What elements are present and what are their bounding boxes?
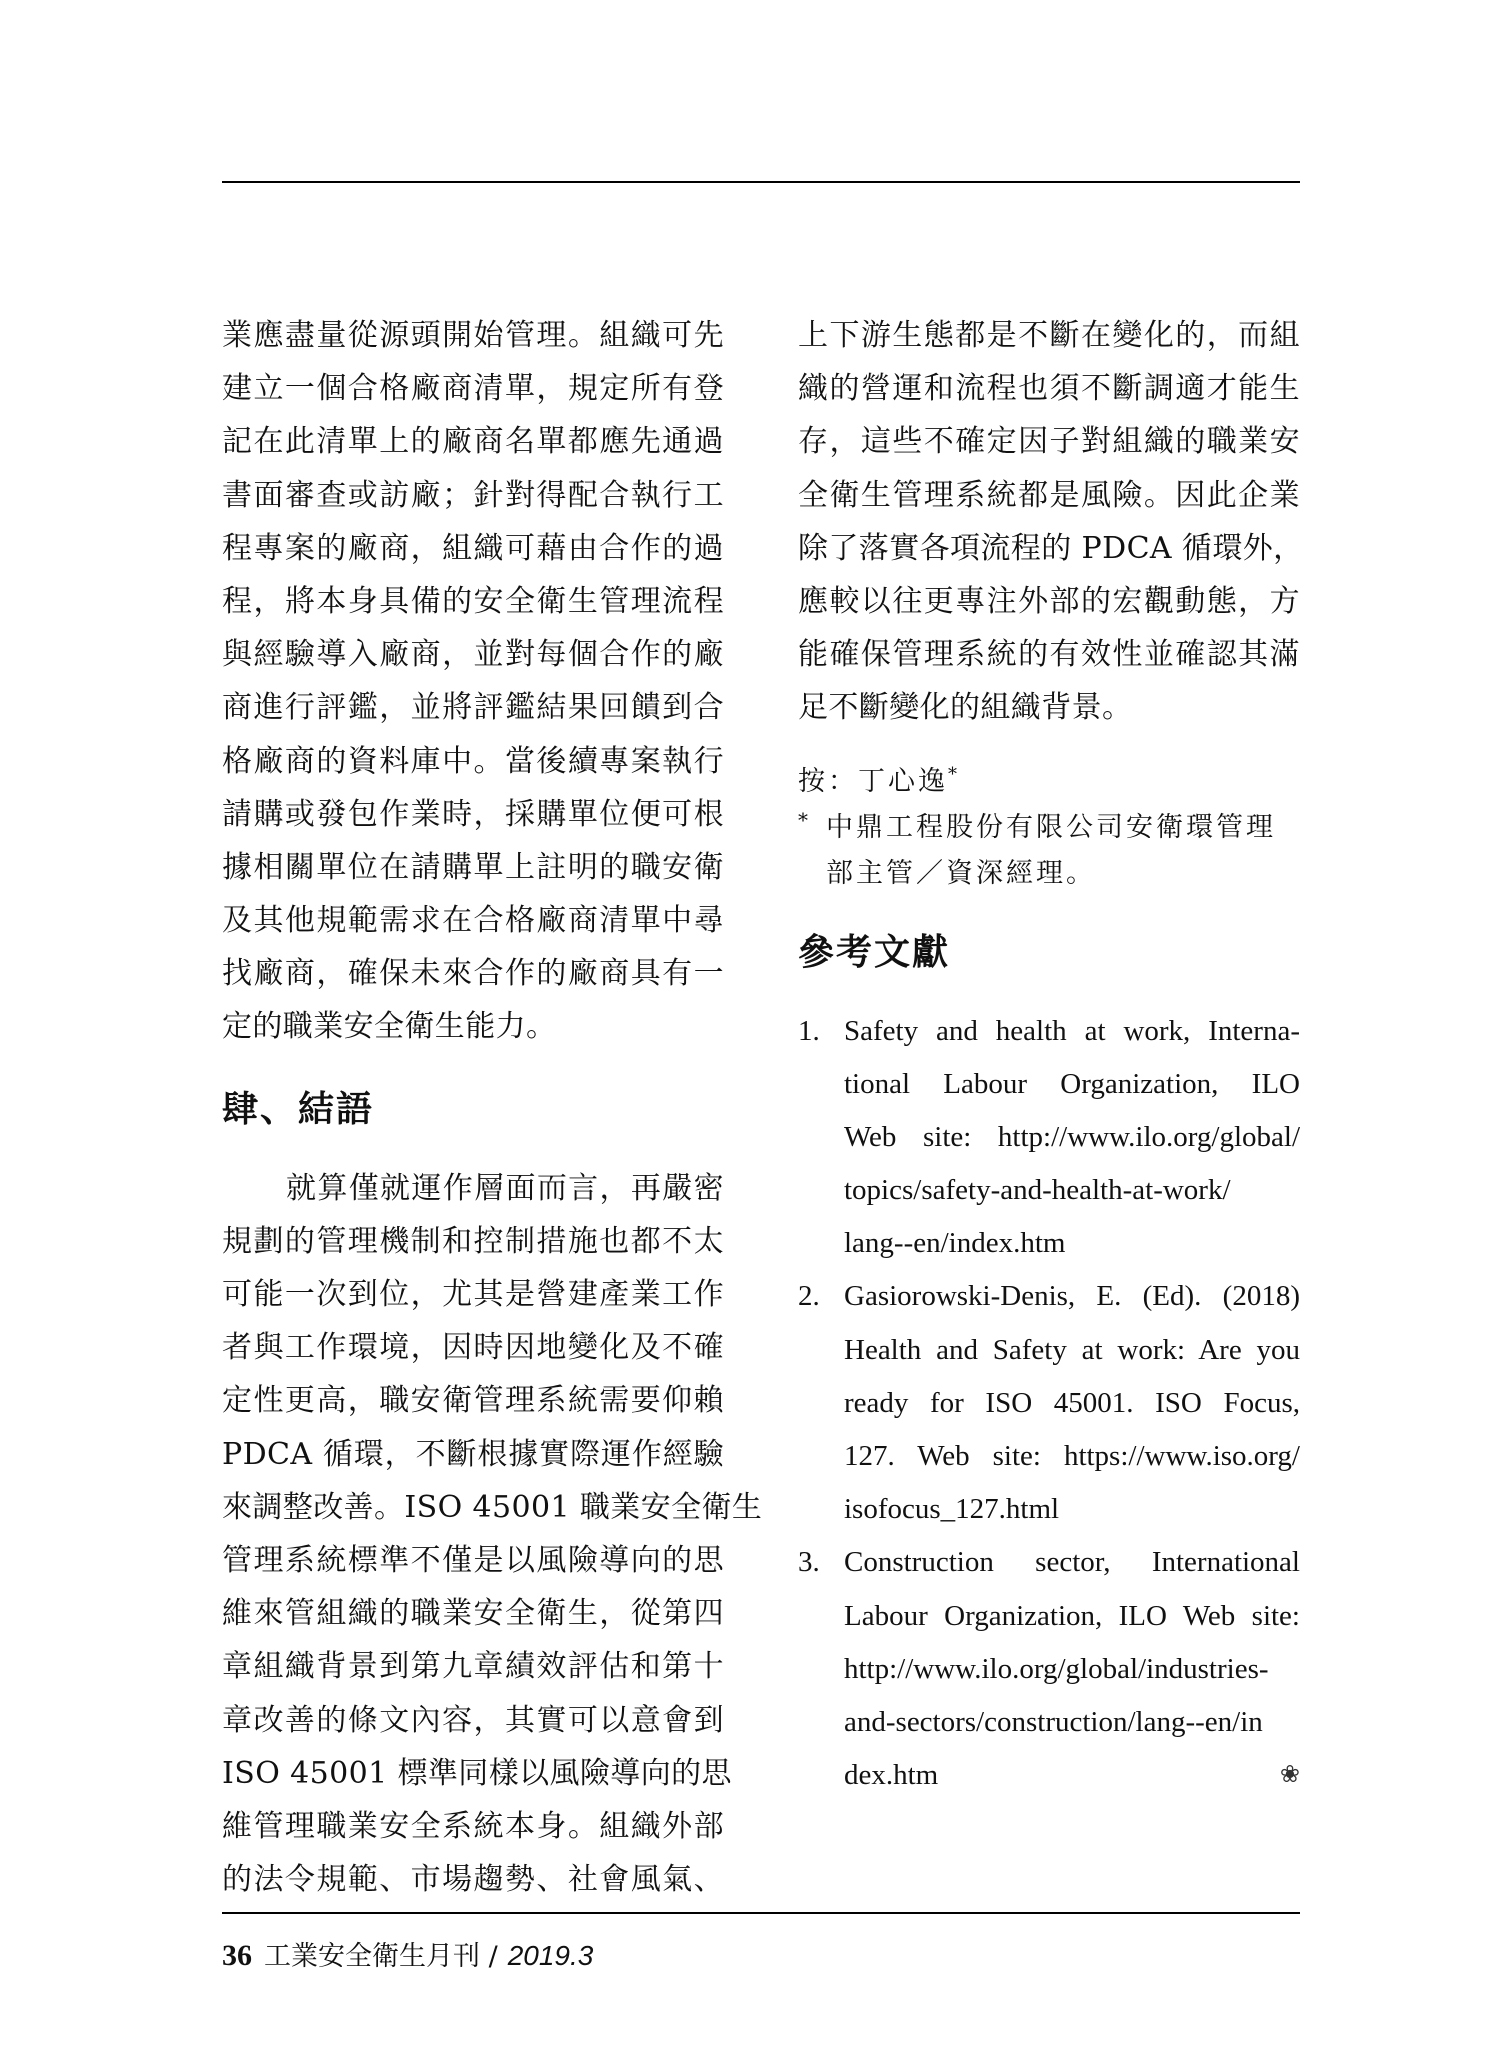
footnote-line: 中鼎工程股份有限公司安衛環管理: [826, 811, 1276, 843]
text-line: 管理系統標準不僅是以風險導向的思: [222, 1542, 724, 1578]
text-line: 及其他規範需求在合格廠商清單中尋: [222, 903, 724, 939]
journal-name: 工業安全衛生月刊 /: [264, 1941, 498, 1972]
reference-line: Health and Safety at work: Are you: [844, 1333, 1300, 1366]
reference-number: 3.: [798, 1546, 820, 1579]
reference-number: 2.: [798, 1280, 820, 1313]
reference-line: and-sectors/construction/lang--en/in: [844, 1705, 1263, 1738]
text-line: 定的職業安全衛生能力。: [222, 1009, 557, 1045]
issue-number: 2019.3: [507, 1940, 594, 1971]
reference-number: 1.: [798, 1014, 820, 1047]
author-label: 按：丁心逸: [798, 765, 948, 797]
text-line: ISO 45001 標準同樣以風險導向的思: [222, 1755, 732, 1791]
reference-line-text: dex.htm: [844, 1759, 939, 1792]
text-line: 找廠商，確保未來合作的廠商具有一: [222, 956, 724, 992]
reference-line-last: [844, 1749, 1300, 1802]
text-line: 可能一次到位，尤其是營建產業工作: [222, 1277, 724, 1312]
author-line: [798, 759, 1300, 805]
reference-line: Construction sector, International: [844, 1546, 1300, 1579]
reference-line: lang--en/index.htm: [844, 1227, 1066, 1260]
reference-line: 127. Web site: https://www.iso.org/: [844, 1440, 1300, 1472]
text-line: PDCA 循環，不斷根據實際運作經驗: [222, 1436, 724, 1472]
footnote-mark: *: [798, 807, 811, 832]
text-line: 能確保管理系統的有效性並確認其滿: [798, 637, 1300, 673]
text-line: 請購或發包作業時，採購單位便可根: [222, 796, 724, 832]
reference-line: Web site: http://www.ilo.org/global/: [844, 1120, 1300, 1153]
text-line: 業應盡量從源頭開始管理。組織可先: [222, 318, 724, 353]
text-line: 全衛生管理系統都是風險。因此企業: [798, 477, 1300, 513]
text-line: 建立一個合格廠商清單，規定所有登: [222, 371, 724, 407]
reference-item: [798, 1005, 1300, 1271]
text-line: 記在此清單上的廠商名單都應先通過: [222, 424, 724, 460]
text-line: 就算僅就運作層面而言，再嚴密: [286, 1170, 724, 1206]
text-line: 章改善的條文內容，其實可以意會到: [222, 1702, 724, 1738]
reference-line: topics/safety-and-health-at-work/: [844, 1174, 1231, 1207]
reference-line: Safety and health at work, Interna-: [844, 1014, 1300, 1047]
reference-line: tional Labour Organization, ILO: [844, 1067, 1300, 1100]
author-footnote: [798, 805, 1300, 897]
reference-item: [798, 1536, 1300, 1802]
page-number: 36: [222, 1939, 252, 1972]
text-line: 存，這些不確定因子對組織的職業安: [798, 424, 1300, 460]
footnote-line: 部主管／資深經理。: [826, 857, 1096, 889]
author-footnote-mark: *: [948, 763, 960, 785]
left-column: [222, 309, 763, 1906]
text-line: 者與工作環境，因時因地變化及不確: [222, 1330, 724, 1366]
text-line: 程，將本身具備的安全衛生管理流程: [222, 583, 724, 619]
references-list: [798, 1005, 1300, 1803]
author-note: [798, 759, 1300, 897]
footer-rule: [222, 1912, 1300, 1914]
page-footer: [222, 1936, 593, 1977]
text-line: 格廠商的資料庫中。當後續專案執行: [222, 743, 724, 779]
text-line: 程專案的廠商，組織可藉由合作的過: [222, 530, 724, 566]
text-line: 書面審查或訪廠；針對得配合執行工: [222, 477, 724, 513]
reference-item: [798, 1270, 1300, 1536]
text-line: 規劃的管理機制和控制措施也都不太: [222, 1223, 724, 1259]
left-paragraph-2: [222, 1162, 763, 1907]
references-heading: 參考文獻: [798, 931, 951, 973]
header-rule: [222, 181, 1300, 183]
reference-line: ready for ISO 45001. ISO Focus,: [844, 1386, 1300, 1419]
text-line: 據相關單位在請購單上註明的職安衛: [222, 849, 724, 885]
text-line: 定性更高，職安衛管理系統需要仰賴: [222, 1383, 724, 1419]
text-line: 章組織背景到第九章績效評估和第十: [222, 1649, 724, 1685]
end-of-article-icon: ❀: [1279, 1762, 1300, 1789]
text-line: 足不斷變化的組織背景。: [798, 690, 1133, 726]
text-line: 來調整改善。ISO 45001 職業安全衛生: [222, 1489, 763, 1525]
right-paragraph-1: [798, 309, 1304, 735]
reference-line: isofocus_127.html: [844, 1493, 1060, 1526]
reference-line: Gasiorowski-Denis, E. (Ed). (2018): [844, 1280, 1300, 1313]
text-line: 維管理職業安全系統本身。組織外部: [222, 1808, 724, 1844]
text-line: 維來管組織的職業安全衛生，從第四: [222, 1596, 724, 1632]
text-line: 與經驗導入廠商，並對每個合作的廠: [222, 637, 724, 673]
text-line: 的法令規範、市場趨勢、社會風氣、: [222, 1862, 724, 1898]
text-line: 商進行評鑑，並將評鑑結果回饋到合: [222, 690, 724, 726]
left-paragraph-1: [222, 309, 724, 1054]
text-line: 除了落實各項流程的 PDCA 循環外，: [798, 530, 1304, 566]
text-line: 應較以往更專注外部的宏觀動態，方: [798, 583, 1300, 619]
reference-line: Labour Organization, ILO Web site:: [844, 1599, 1300, 1632]
section-heading-conclusion: 肆、結語: [222, 1088, 375, 1130]
reference-line: http://www.ilo.org/global/industries-: [844, 1652, 1269, 1685]
text-line: 織的營運和流程也須不斷調適才能生: [798, 371, 1300, 407]
right-column: [798, 309, 1304, 1802]
text-line: 上下游生態都是不斷在變化的，而組: [798, 318, 1300, 353]
